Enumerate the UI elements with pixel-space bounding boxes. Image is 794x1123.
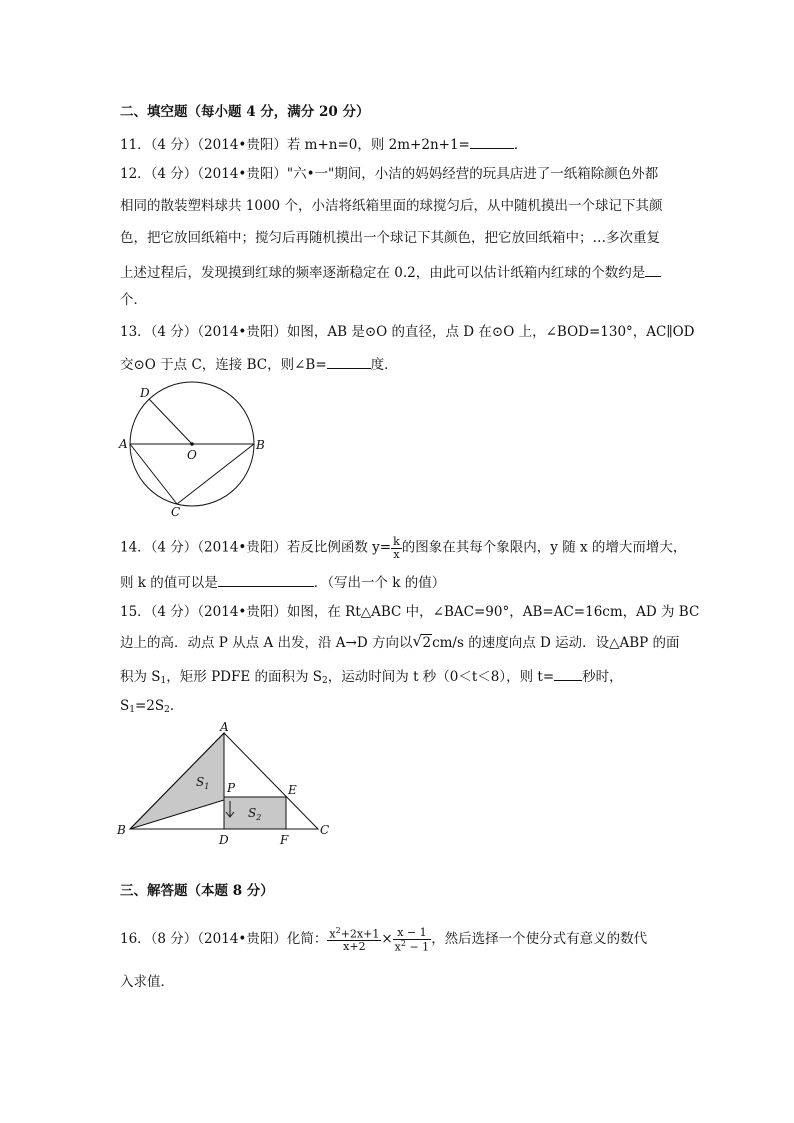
section-heading-solve: 三、解答题（本题 8 分）: [120, 883, 274, 899]
q11-text: 11．（4 分）（2014•贵阳）若 m+n=0，则 2m+2n+1=: [120, 137, 470, 153]
q15-line-3-c: ，运动时间为 t 秒（0＜t＜8），则 t=: [327, 669, 555, 685]
q15-line-4-b: =2S: [134, 698, 165, 714]
q16-line-1: [120, 920, 647, 960]
q16-times: ×: [381, 931, 393, 948]
q14-text-b: 的图象在其每个象限内，y 随 x 的增大而增大，: [401, 539, 687, 556]
segment-od: [149, 399, 192, 444]
q15-line-4-c: ．: [169, 698, 184, 714]
q14-line-1: [120, 536, 686, 560]
q15-line-2-text-b: cm/s 的速度向点 D 运动．设△ABP 的面: [432, 635, 680, 651]
label-f: F: [280, 833, 289, 847]
q13-line-2-end: 度．: [370, 357, 398, 373]
q15-line-1: 15．（4 分）（2014•贵阳）如图，在 Rt△ABC 中，∠BAC=90°，AB=AC=16cm，AD 为 BC: [120, 604, 700, 620]
label-s1: $S_1$: [196, 775, 210, 791]
label-c: C: [320, 823, 330, 837]
q15-line-3-a: 积为 S: [120, 669, 161, 685]
q14-fraction-k-over-x: $\frac{k}{x}$: [393, 535, 400, 561]
chord-ac: [130, 444, 177, 504]
q15-triangle-figure: [112, 718, 342, 850]
q12-line-4-text: 上述过程后，发现摸到红球的频率逐渐稳定在 0.2，由此可以估计纸箱内红球的个数约是: [120, 265, 646, 281]
q15-line-2: [120, 632, 680, 651]
label-a: A: [119, 437, 128, 451]
q13-line-1: 13．（4 分）（2014•贵阳）如图，AB 是⊙O 的直径，点 D 在⊙O 上，∠BOD=130°，AC∥OD: [120, 324, 695, 340]
section-heading-fill-in: 二、填空题（每小题 4 分，满分 20 分）: [120, 104, 370, 120]
label-o: O: [187, 448, 197, 462]
q15-line-4-sub-2: 2: [164, 705, 170, 715]
label-a: A: [220, 720, 229, 734]
q15-sub-1: 1: [160, 676, 167, 686]
label-d: D: [219, 833, 229, 847]
q13-line-2-text: 交⊙O 于点 C，连接 BC，则∠B=: [120, 357, 327, 373]
q12-line-3: 色，把它放回纸箱中；搅匀后再随机摸出一个球记下其颜色，把它放回纸箱中；…多次重复: [120, 230, 660, 246]
q15-line-3-b: ，矩形 PDFE 的面积为 S: [166, 669, 323, 685]
q13-line-2: [120, 356, 398, 373]
q15-line-4-sub-1: 1: [129, 705, 135, 715]
label-c: C: [171, 505, 181, 519]
q15-sub-2: 2: [322, 676, 328, 686]
q15-answer-blank[interactable]: [554, 668, 582, 681]
q14-line-2-end: ．（写出一个 k 的值）: [313, 575, 446, 591]
q14-answer-blank[interactable]: [218, 574, 314, 587]
q16-text-b: ，然后选择一个使分式有意义的数代: [431, 931, 648, 948]
q16-line-2: 入求值．: [120, 974, 174, 990]
q16-fraction-2: $\frac{x - 1}{x^2 - 1}$: [394, 926, 430, 954]
label-b: B: [117, 823, 126, 837]
q12-line-1: 12．（4 分）（2014•贵阳）"六•一"期间，小洁的妈妈经营的玩具店进了一纸箱除颜色外都: [120, 166, 659, 182]
q12-line-4: [120, 264, 661, 281]
label-d: D: [140, 386, 150, 400]
q14-line-2-text: 则 k 的值可以是: [120, 575, 218, 591]
q13-circle-figure: [112, 378, 272, 520]
q16-fraction-1: $\frac{x^2+2x+1}{x+2}$: [329, 926, 380, 954]
label-b: B: [256, 438, 265, 452]
q15-line-2-text-a: 边上的高．动点 P 从点 A 出发，沿 A→D 方向以: [120, 635, 413, 651]
q13-answer-blank[interactable]: [327, 356, 371, 369]
label-p: P: [227, 781, 236, 795]
label-s2: $S_2$: [248, 806, 262, 822]
q14-line-2: [120, 574, 445, 591]
q12-line-2: 相同的散装塑料球共 1000 个，小洁将纸箱里面的球搅匀后，从中随机摸出一个球记下其颜: [120, 198, 663, 214]
q12-line-5: 个．: [120, 292, 147, 308]
label-e: E: [288, 783, 297, 797]
center-o-dot: [190, 442, 194, 446]
q15-line-3: [120, 668, 623, 686]
q16-text-a: 16．（8 分）（2014•贵阳）化简：: [120, 931, 328, 948]
q11-end: ．: [513, 137, 528, 153]
q15-line-4: [120, 700, 183, 715]
q11-answer-blank[interactable]: [470, 136, 514, 149]
sqrt-2: √ 2: [412, 632, 432, 651]
q15-line-4-a: S: [120, 698, 130, 714]
q12-answer-blank[interactable]: [645, 264, 661, 277]
q14-text-a: 14．（4 分）（2014•贵阳）若反比例函数 y=: [120, 539, 392, 556]
q15-line-3-d: 秒时，: [582, 669, 623, 685]
question-11: [120, 136, 527, 153]
